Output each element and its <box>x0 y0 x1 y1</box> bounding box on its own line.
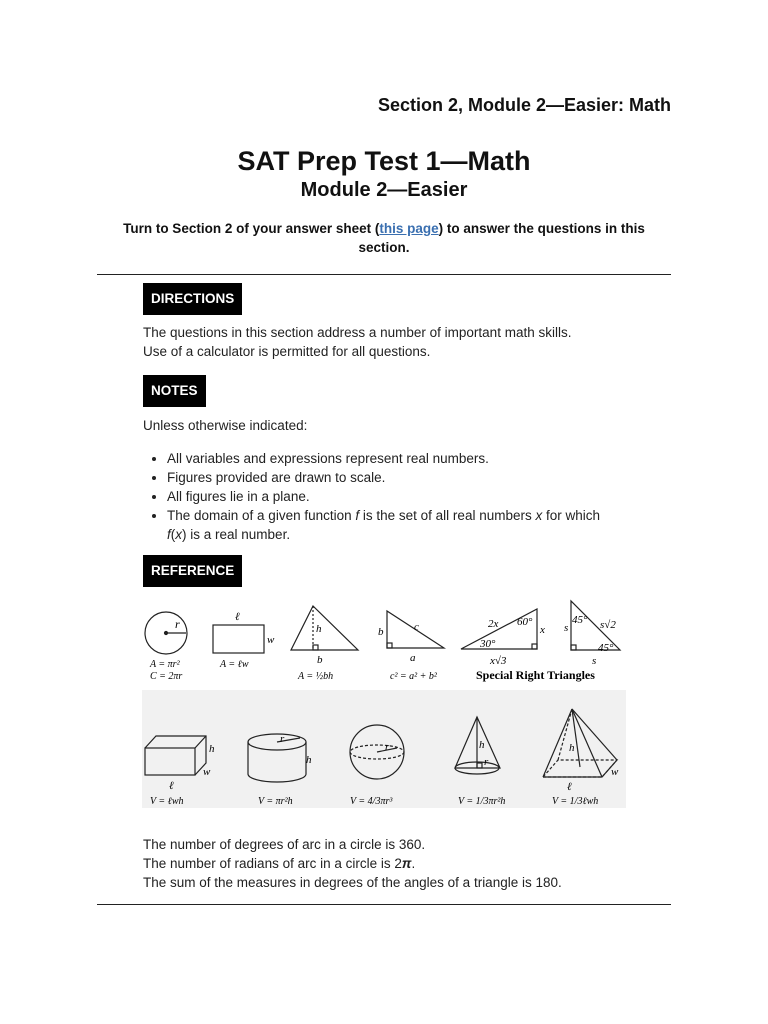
t3060-hyp-label: 2x <box>488 618 499 630</box>
note-item: • All figures lie in a plane. <box>167 487 633 506</box>
fact-degrees: The number of degrees of arc in a circle is 360. <box>143 837 426 852</box>
t4545-angle-top-label: 45° <box>572 614 588 626</box>
pyramid-h-label: h <box>569 742 575 754</box>
special-right-triangles-label: Special Right Triangles <box>476 668 595 682</box>
triangle-area-formula: A = ½bh <box>298 671 334 682</box>
t4545-left-label: s <box>564 622 569 634</box>
triangle-h-label: h <box>316 623 322 635</box>
t4545-angle-bottom-label: 45° <box>598 642 614 654</box>
rectangle-area-formula: A = ℓw <box>220 659 249 670</box>
t3060-angle30-label: 30° <box>480 638 496 650</box>
triangle-30-60-90-figure <box>461 609 537 649</box>
this-page-link[interactable]: this page <box>379 221 439 236</box>
t4545-base-label: s <box>592 655 597 667</box>
instructions-before-link: Turn to Section 2 of your answer sheet ( <box>123 221 380 236</box>
note-item-domain: • The domain of a given function f is the set of all real numbers x for which f(x) is a real number. <box>167 506 633 544</box>
circle-r-label: r <box>175 617 180 631</box>
rectangle-figure <box>213 625 264 653</box>
circle-area-formula: A = πr² <box>150 659 180 670</box>
sphere-r-label: r <box>385 741 390 753</box>
fact-radians: The number of radians of arc in a circle is 2π. <box>143 856 416 871</box>
t4545-hyp-label: s√2 <box>600 619 616 631</box>
directions-label: DIRECTIONS <box>143 283 242 315</box>
reference-label: REFERENCE <box>143 555 242 587</box>
note-item: • Figures provided are drawn to scale. <box>167 468 633 487</box>
box-l-label: ℓ <box>169 780 174 792</box>
right-triangle-c-label: c <box>414 621 419 633</box>
cone-r-label: r <box>484 756 489 768</box>
page-subtitle: Module 2—Easier <box>300 179 468 201</box>
triangle-b-label: b <box>317 654 323 666</box>
cone-h-label: h <box>479 739 485 751</box>
box-w-label: w <box>203 766 211 778</box>
notes-label: NOTES <box>143 375 206 407</box>
instructions-after-link: ) to answer the questions in this section. <box>358 221 645 255</box>
section-header: Section 2, Module 2—Easier: Math <box>377 95 671 115</box>
pyramid-volume-formula: V = 1/3ℓwh <box>552 796 599 807</box>
t3060-angle60-label: 60° <box>517 616 533 628</box>
notes-intro: Unless otherwise indicated: <box>143 418 308 433</box>
pythagorean-formula: c² = a² + b² <box>390 671 437 682</box>
notes-list <box>143 449 633 544</box>
page-title: SAT Prep Test 1—Math <box>237 146 531 176</box>
pyramid-l-label: ℓ <box>567 781 572 793</box>
note-item: • All variables and expressions represent real numbers. <box>167 449 633 468</box>
rectangle-l-label: ℓ <box>235 611 240 623</box>
cylinder-h-label: h <box>306 754 312 766</box>
circle-circumference-formula: C = 2πr <box>150 671 183 682</box>
directions-line-2: Use of a calculator is permitted for all questions. <box>143 344 431 359</box>
triangle-figure <box>291 606 358 650</box>
cone-volume-formula: V = 1/3πr²h <box>458 796 506 807</box>
cylinder-volume-formula: V = πr²h <box>258 796 293 807</box>
directions-text <box>143 323 571 361</box>
instructions <box>100 219 668 257</box>
box-h-label: h <box>209 743 215 755</box>
reference-figures <box>140 595 630 813</box>
rectangle-w-label: w <box>267 634 275 646</box>
reference-facts <box>143 835 562 892</box>
right-triangle-a-label: a <box>410 652 416 664</box>
t3060-base-label: x√3 <box>490 655 507 667</box>
t3060-side-label: x <box>540 624 545 636</box>
bottom-divider <box>97 904 671 905</box>
directions-line-1: The questions in this section address a number of important math skills. <box>143 325 572 340</box>
right-triangle-b-label: b <box>378 626 384 638</box>
top-divider <box>97 274 671 275</box>
cylinder-r-label: r <box>280 733 285 745</box>
box-volume-formula: V = ℓwh <box>150 796 184 807</box>
fact-triangle-angles: The sum of the measures in degrees of the angles of a triangle is 180. <box>143 875 562 890</box>
sphere-volume-formula: V = 4/3πr³ <box>350 796 393 807</box>
circle-figure <box>145 612 187 654</box>
pyramid-w-label: w <box>611 766 619 778</box>
